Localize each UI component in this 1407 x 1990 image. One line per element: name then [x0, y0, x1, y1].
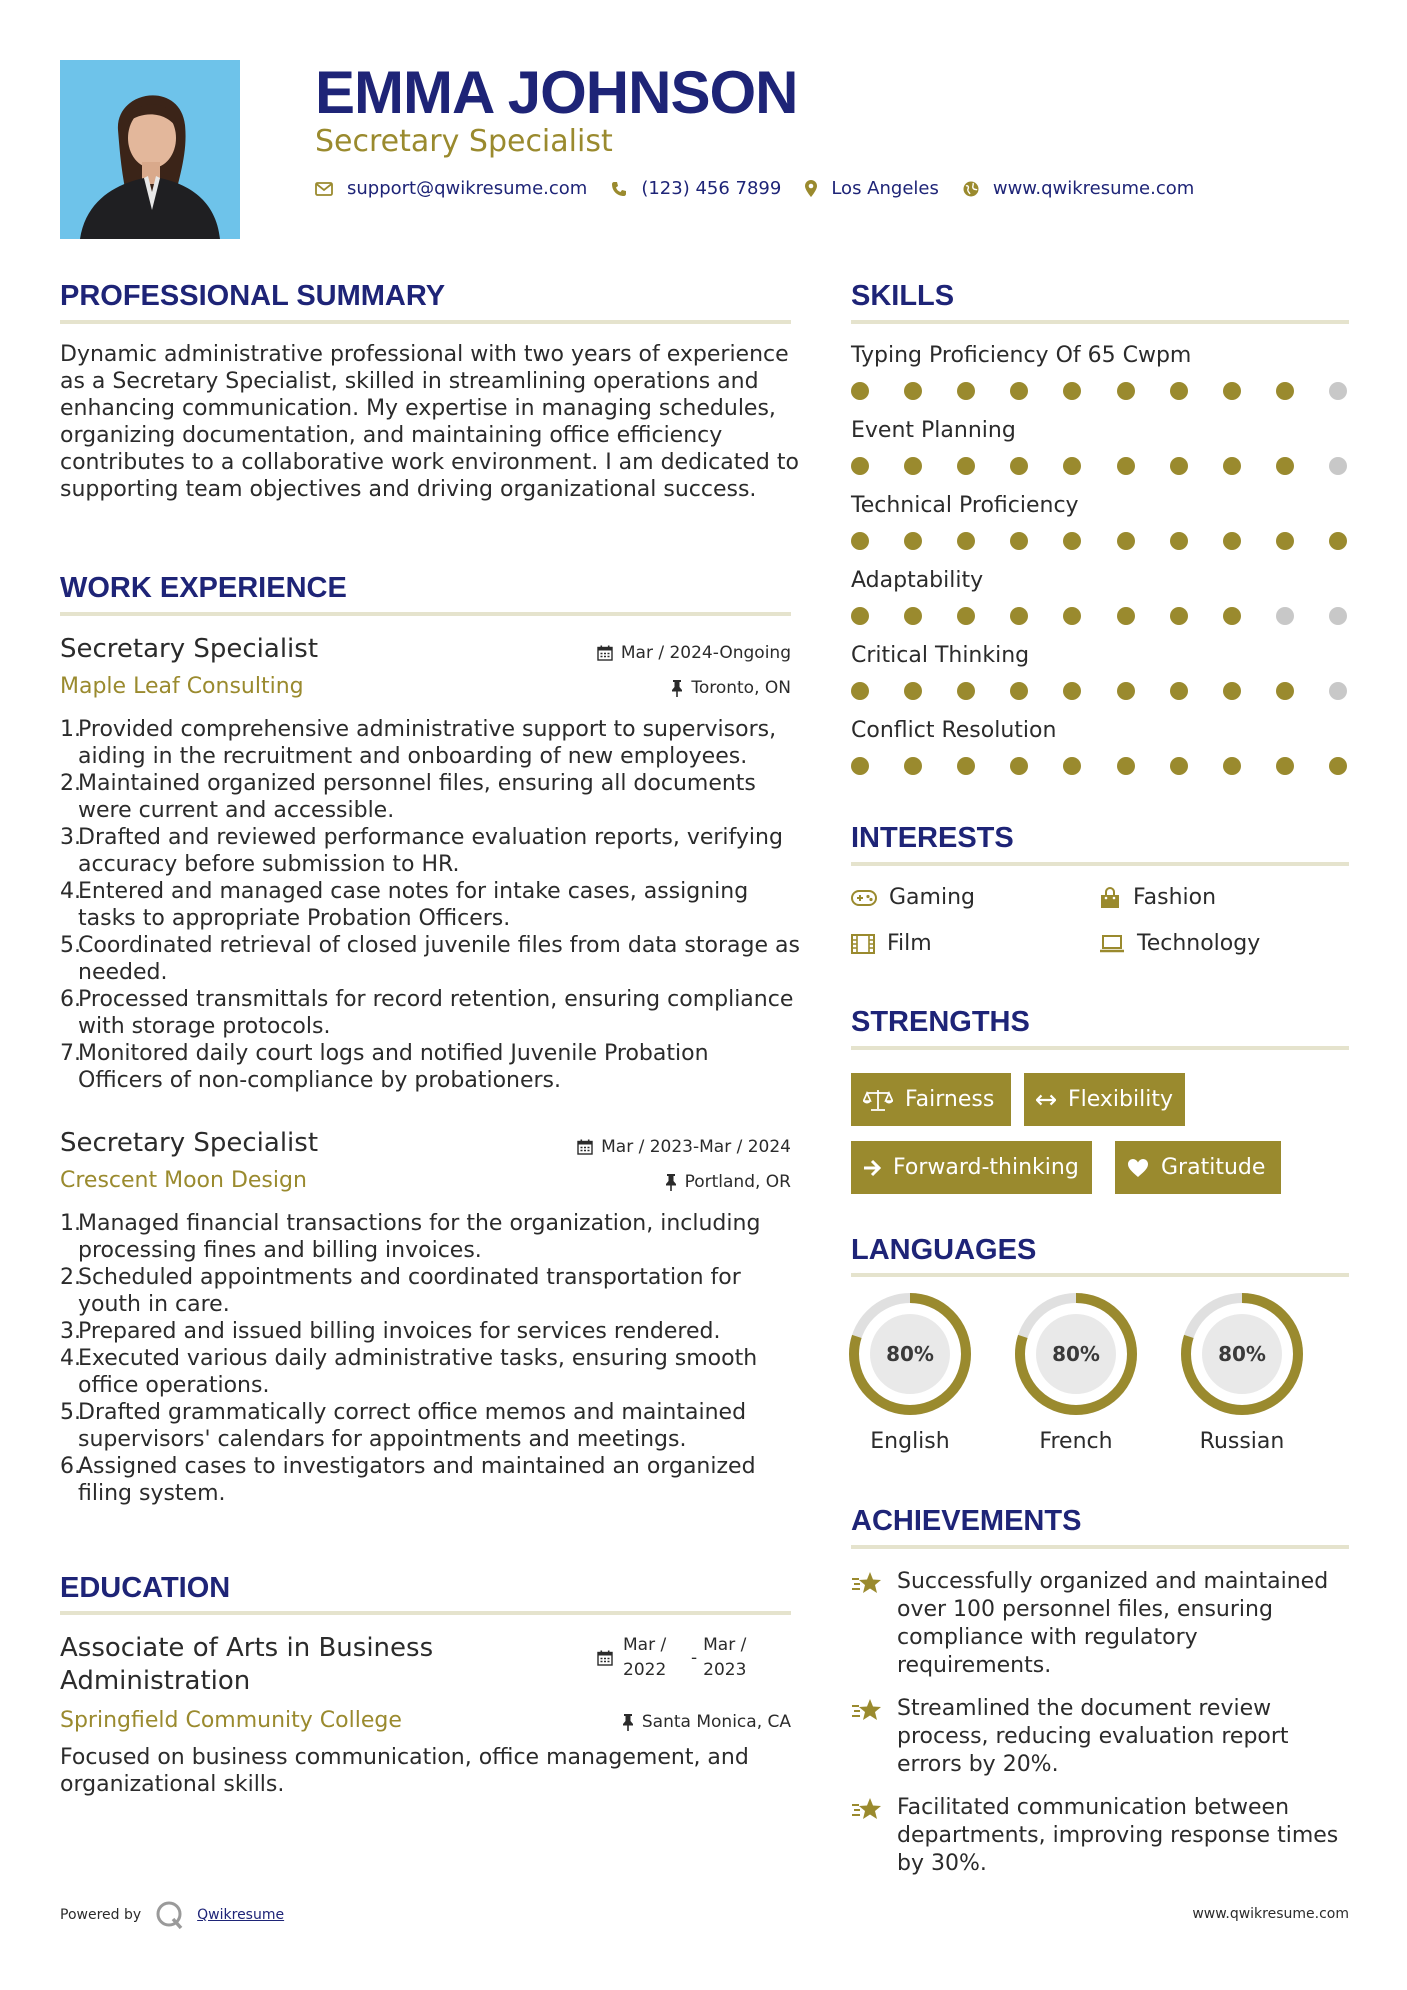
job-1-dates	[597, 642, 791, 664]
skill-dot-filled	[1170, 757, 1188, 775]
star-icon	[851, 1570, 883, 1596]
skill-dot-filled	[1010, 457, 1028, 475]
skill-dot-filled	[1329, 532, 1347, 550]
skill-dot-filled	[957, 607, 975, 625]
balance-scale-icon	[863, 1088, 893, 1112]
skill-dot-filled	[1063, 607, 1081, 625]
language-percent: 80%	[1052, 1342, 1100, 1366]
achievement-text: Streamlined the document review process, reducing evaluation report errors by 20%.	[897, 1696, 1289, 1777]
calendar-icon	[597, 1650, 613, 1666]
footer-website[interactable]: www.qwikresume.com	[1192, 1906, 1349, 1922]
contact-phone[interactable]	[611, 178, 781, 199]
calendar-icon	[597, 645, 613, 661]
achievement-item	[851, 1568, 1351, 1680]
skill-dot-filled	[1223, 532, 1241, 550]
achievements-heading: ACHIEVEMENTS	[851, 1505, 1082, 1537]
achievement-item	[851, 1695, 1351, 1779]
summary-text: Dynamic administrative professional with two years of experience as a Secretary Specialist, skilled in streamlining operations and enhancing communication. My expertise in managing schedules, organizing documentation, and maintaining office efficiency contributes to a collaborative work environment. I am dedicated to supporting team objectives and driving organizational success.	[60, 342, 799, 502]
interests-divider	[851, 862, 1349, 866]
job-2-dates	[577, 1136, 791, 1158]
skill-rating	[851, 757, 1349, 777]
skill-dot-filled	[1170, 607, 1188, 625]
language-percent: 80%	[1218, 1342, 1266, 1366]
skill-rating	[851, 682, 1349, 702]
achievements-divider	[851, 1545, 1349, 1549]
list-item: Executed various daily administrative tasks, ensuring smooth office operations.	[78, 1346, 758, 1398]
education-heading: EDUCATION	[60, 1572, 231, 1604]
footer-powered-by	[60, 1900, 284, 1930]
summary-heading: PROFESSIONAL SUMMARY	[60, 280, 446, 312]
education-location-text: Santa Monica, CA	[641, 1712, 791, 1732]
languages-divider	[851, 1273, 1349, 1277]
skill-name: Conflict Resolution	[851, 718, 1057, 743]
language-name: English	[870, 1429, 950, 1454]
skill-dot-filled	[851, 682, 869, 700]
education-divider	[60, 1611, 791, 1615]
skill-dot-filled	[1010, 382, 1028, 400]
arrow-right-icon	[863, 1159, 881, 1177]
contact-email-text: support@qwikresume.com	[347, 178, 588, 199]
skill-name: Critical Thinking	[851, 643, 1030, 668]
star-icon	[851, 1697, 883, 1723]
language-progress-ring	[848, 1292, 972, 1416]
language-item	[1180, 1292, 1304, 1456]
strengths-divider	[851, 1046, 1349, 1050]
experience-heading: WORK EXPERIENCE	[60, 572, 347, 604]
phone-icon	[611, 181, 627, 197]
strength-label: Flexibility	[1068, 1087, 1173, 1112]
strength-label: Forward-thinking	[893, 1155, 1079, 1180]
skill-name: Technical Proficiency	[851, 493, 1079, 518]
skill-dot-filled	[1276, 382, 1294, 400]
skill-dot-filled	[904, 607, 922, 625]
skill-dot-empty	[1329, 607, 1347, 625]
skill-dot-filled	[1117, 532, 1135, 550]
skill-dot-filled	[1010, 607, 1028, 625]
arrows-horizontal-icon	[1036, 1093, 1056, 1107]
job-2-title: Secretary Specialist	[60, 1128, 319, 1158]
pushpin-icon	[671, 680, 683, 697]
list-item: Entered and managed case notes for intake cases, assigning tasks to appropriate Probation Officers.	[78, 879, 749, 931]
skill-dot-filled	[1010, 532, 1028, 550]
language-percent: 80%	[886, 1342, 934, 1366]
strength-tag	[851, 1073, 1011, 1126]
gamepad-icon	[851, 890, 877, 906]
list-item: Assigned cases to investigators and maintained an organized filing system.	[78, 1454, 756, 1506]
map-pin-icon	[805, 180, 817, 197]
job-1-location	[671, 677, 791, 699]
skill-dot-filled	[1223, 607, 1241, 625]
list-item: Drafted and reviewed performance evaluation reports, verifying accuracy before submission to HR.	[78, 825, 783, 877]
skill-dot-filled	[904, 757, 922, 775]
skill-dot-filled	[904, 457, 922, 475]
skill-rating	[851, 532, 1349, 552]
achievement-text: Successfully organized and maintained over 100 personnel files, ensuring compliance with regulatory requirements.	[897, 1569, 1329, 1678]
skill-dot-filled	[1063, 382, 1081, 400]
skill-dot-filled	[1170, 532, 1188, 550]
job-1-company: Maple Leaf Consulting	[60, 674, 304, 699]
job-2-location	[665, 1171, 791, 1193]
skill-dot-filled	[1010, 682, 1028, 700]
pushpin-icon	[622, 1714, 634, 1731]
list-item: Provided comprehensive administrative support to supervisors, aiding in the recruitment and onboarding of new employees.	[78, 717, 777, 769]
contact-location-text: Los Angeles	[831, 178, 939, 199]
list-item: Prepared and issued billing invoices for services rendered.	[78, 1319, 721, 1344]
experience-divider	[60, 612, 791, 616]
job-1-dates-text: Mar / 2024-Ongoing	[620, 643, 791, 663]
skill-dot-filled	[1117, 607, 1135, 625]
skill-dot-filled	[1063, 682, 1081, 700]
list-item: Coordinated retrieval of closed juvenile files from data storage as needed.	[78, 933, 800, 985]
skill-dot-filled	[1170, 457, 1188, 475]
job-1-location-text: Toronto, ON	[691, 678, 791, 698]
achievement-text: Facilitated communication between departments, improving response times by 30%.	[897, 1795, 1339, 1876]
strengths-heading: STRENGTHS	[851, 1006, 1030, 1038]
education-end-date: Mar / 2023	[703, 1635, 747, 1680]
skill-dot-filled	[1223, 682, 1241, 700]
skill-dot-filled	[1063, 757, 1081, 775]
star-icon	[851, 1796, 883, 1822]
language-name: French	[1039, 1429, 1113, 1454]
skill-dot-filled	[904, 682, 922, 700]
interest-label: Gaming	[889, 885, 975, 910]
interest-item	[851, 930, 932, 958]
skill-dot-filled	[1117, 757, 1135, 775]
job-2-company: Crescent Moon Design	[60, 1168, 307, 1193]
language-progress-ring	[1014, 1292, 1138, 1416]
person-photo-icon	[60, 60, 240, 239]
job-1-duties	[60, 716, 800, 1094]
candidate-title: Secretary Specialist	[315, 124, 613, 159]
strength-tag	[851, 1141, 1092, 1194]
profile-photo	[60, 60, 240, 239]
powered-by-text: Powered by	[60, 1907, 142, 1923]
education-start-date: Mar / 2022	[623, 1635, 667, 1680]
skill-dot-empty	[1276, 607, 1294, 625]
skill-dot-empty	[1329, 682, 1347, 700]
skill-dot-filled	[851, 532, 869, 550]
globe-icon	[963, 181, 979, 197]
skill-dot-filled	[1276, 532, 1294, 550]
skills-heading: SKILLS	[851, 280, 955, 312]
film-icon	[851, 934, 875, 954]
strength-tag	[1115, 1141, 1281, 1194]
skill-dot-filled	[957, 532, 975, 550]
skill-dot-filled	[1223, 382, 1241, 400]
skill-dot-filled	[1117, 682, 1135, 700]
job-2-location-text: Portland, OR	[684, 1172, 791, 1192]
contact-email[interactable]	[315, 178, 587, 199]
skill-dot-filled	[1329, 757, 1347, 775]
languages-heading: LANGUAGES	[851, 1234, 1037, 1266]
skill-dot-filled	[1223, 757, 1241, 775]
skill-name: Adaptability	[851, 568, 984, 593]
skill-dot-filled	[904, 532, 922, 550]
education-school: Springfield Community College	[60, 1708, 402, 1733]
pushpin-icon	[665, 1174, 677, 1191]
language-progress-ring	[1180, 1292, 1304, 1416]
education-description: Focused on business communication, office management, and organizational skills.	[60, 1745, 749, 1797]
skill-dot-filled	[1063, 457, 1081, 475]
envelope-icon	[315, 182, 333, 196]
job-2-dates-text: Mar / 2023-Mar / 2024	[601, 1137, 791, 1157]
skill-dot-filled	[851, 457, 869, 475]
skill-dot-filled	[851, 382, 869, 400]
skills-divider	[851, 320, 1349, 324]
list-item: Maintained organized personnel files, ensuring all documents were current and accessible.	[78, 771, 756, 823]
interest-label: Fashion	[1133, 885, 1217, 910]
interests-heading: INTERESTS	[851, 822, 1014, 854]
skill-dot-filled	[1276, 457, 1294, 475]
qwikresume-link[interactable]: Qwikresume	[197, 1907, 285, 1923]
skill-dot-filled	[1117, 457, 1135, 475]
list-item: Processed transmittals for record retention, ensuring compliance with storage protocols.	[78, 987, 794, 1039]
contact-phone-text: (123) 456 7899	[641, 178, 782, 199]
skill-dot-empty	[1329, 382, 1347, 400]
contact-website-text: www.qwikresume.com	[992, 178, 1195, 199]
calendar-icon	[577, 1139, 593, 1155]
skill-dot-filled	[957, 757, 975, 775]
skill-dot-filled	[1276, 757, 1294, 775]
list-item: Monitored daily court logs and notified Juvenile Probation Officers of non-compliance by probationers.	[78, 1041, 709, 1093]
list-item: Drafted grammatically correct office memos and maintained supervisors' calendars for appointments and meetings.	[78, 1400, 747, 1452]
language-item	[1014, 1292, 1138, 1456]
interest-label: Film	[887, 931, 932, 956]
skill-dot-empty	[1329, 457, 1347, 475]
skill-dot-filled	[904, 382, 922, 400]
contact-bar	[315, 178, 1218, 199]
skill-rating	[851, 457, 1349, 477]
skill-dot-filled	[851, 757, 869, 775]
skill-dot-filled	[1063, 532, 1081, 550]
contact-website[interactable]	[963, 178, 1194, 199]
strength-tag	[1024, 1073, 1185, 1126]
contact-location	[805, 178, 939, 199]
interest-label: Technology	[1137, 931, 1261, 956]
skill-dot-filled	[1170, 382, 1188, 400]
date-separator: -	[691, 1647, 698, 1668]
list-item: Managed financial transactions for the organization, including processing fines and billing invoices.	[78, 1211, 761, 1263]
heart-icon	[1127, 1158, 1149, 1178]
skill-name: Event Planning	[851, 418, 1016, 443]
skill-dot-filled	[957, 682, 975, 700]
skill-rating	[851, 607, 1349, 627]
strength-label: Fairness	[905, 1087, 995, 1112]
education-degree: Associate of Arts in Business Administration	[60, 1633, 434, 1696]
job-2-duties	[60, 1210, 800, 1507]
achievement-item	[851, 1794, 1351, 1878]
strength-label: Gratitude	[1161, 1155, 1266, 1180]
language-item	[848, 1292, 972, 1456]
candidate-name: EMMA JOHNSON	[315, 59, 798, 126]
qwikresume-logo-icon	[155, 1900, 185, 1930]
skill-rating	[851, 382, 1349, 402]
education-location	[622, 1711, 791, 1733]
skill-dot-filled	[1276, 682, 1294, 700]
summary-divider	[60, 320, 791, 324]
interest-item	[1099, 930, 1260, 958]
language-name: Russian	[1199, 1429, 1285, 1454]
skill-dot-filled	[851, 607, 869, 625]
skill-dot-filled	[1117, 382, 1135, 400]
skill-dot-filled	[1170, 682, 1188, 700]
skill-dot-filled	[957, 382, 975, 400]
skill-dot-filled	[1223, 457, 1241, 475]
skill-dot-filled	[957, 457, 975, 475]
skill-dot-filled	[1010, 757, 1028, 775]
interest-item	[851, 884, 975, 912]
list-item: Scheduled appointments and coordinated transportation for youth in care.	[78, 1265, 741, 1317]
skill-name: Typing Proficiency Of 65 Cwpm	[851, 343, 1192, 368]
interest-item	[1099, 884, 1216, 912]
education-dates	[597, 1633, 765, 1683]
laptop-icon	[1099, 935, 1125, 953]
shopping-bag-icon	[1099, 887, 1121, 909]
job-1-title: Secretary Specialist	[60, 634, 319, 664]
